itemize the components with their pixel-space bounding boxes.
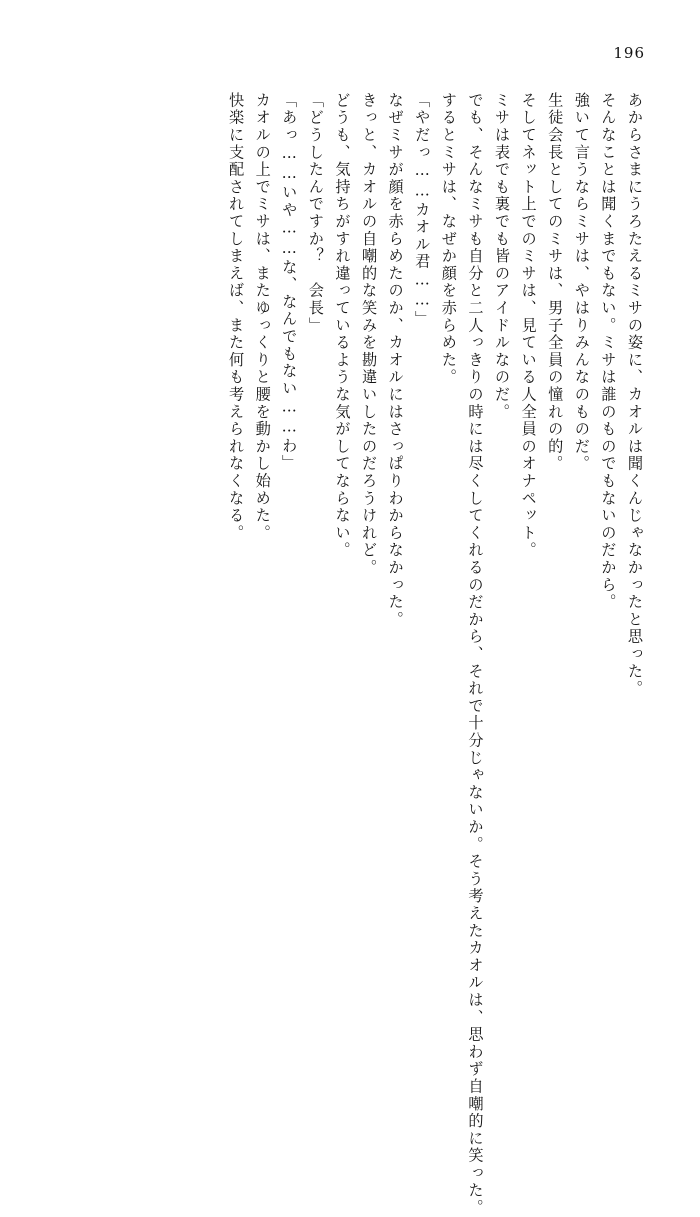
vertical-text-block: [60, 92, 644, 1217]
text-line: 「やだっ……カオル君……」: [413, 92, 432, 329]
text-line: どうも、気持ちがすれ違っているような気がしてならない。: [333, 92, 352, 560]
page-number: 196: [613, 44, 645, 62]
text-line: あからさまにうろたえるミサの姿に、カオルは聞くんじゃなかったと思った。: [626, 92, 644, 698]
text-line: するとミサは、なぜか顔を赤らめた。: [439, 92, 458, 387]
text-line: 強いて言うならミサは、やはりみんなのものだ。: [572, 92, 591, 473]
text-line: なぜミサが顔を赤らめたのか、カオルにはさっぱりわからなかった。: [386, 92, 405, 629]
text-line: 「どうしたんですか？ 会長」: [306, 92, 325, 335]
text-line: ミサは表でも裏でも皆のアイドルなのだ。: [493, 92, 512, 421]
text-line: きっと、カオルの自嘲的な笑みを勘違いしたのだろうけれど。: [360, 92, 379, 577]
text-line: カオルの上でミサは、またゆっくりと腰を動かし始めた。: [253, 92, 272, 542]
text-line: 快楽に支配されてしまえば、また何も考えられなくなる。: [227, 92, 246, 542]
text-line: そんなことは聞くまでもない。ミサは誰のものでもないのだから。: [599, 92, 618, 611]
text-line: でも、そんなミサも自分と二人っきりの時には尽くしてくれるのだから、それで十分じゃないか。そう考えたカオルは、思わず自嘲的に笑った。: [466, 92, 485, 1217]
text-line: 生徒会長としてのミサは、男子全員の憧れの的。: [546, 92, 565, 473]
text-line: そしてネット上でのミサは、見ている人全員のオナペット。: [519, 92, 538, 560]
text-line: 「あっ……いや……な、なんでもない……わ」: [280, 92, 299, 473]
